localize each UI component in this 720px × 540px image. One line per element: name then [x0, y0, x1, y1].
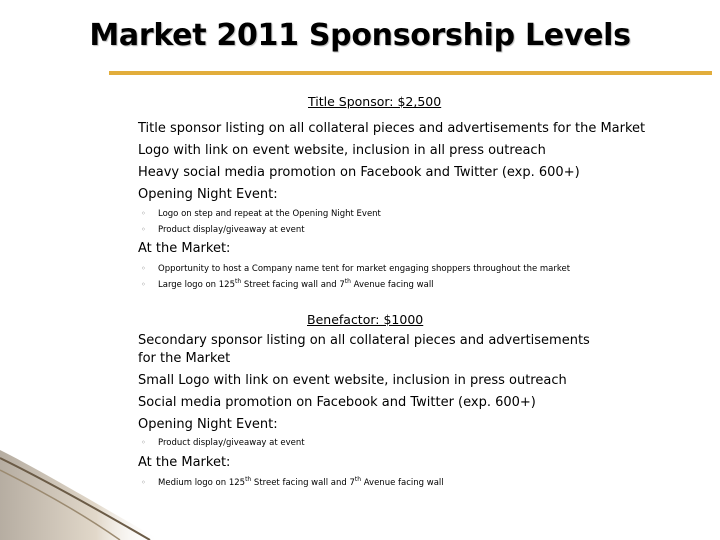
title-sponsor-bullet: Title sponsor listing on all collateral pieces and advertisements for the Market [138, 121, 646, 136]
at-market-label: At the Market: [138, 241, 231, 256]
title-sponsor-bullet: Opening Night Event: [138, 187, 278, 202]
sub-bullet-icon: ◦ [141, 438, 146, 447]
opening-night-item: Logo on step and repeat at the Opening Night Event [158, 209, 381, 219]
benefactor-bullet: Secondary sponsor listing on all collateral pieces and advertisements for the Market [138, 333, 590, 366]
title-underline-rule [109, 71, 712, 75]
at-market-item: Large logo on 125th Street facing wall and 7th Avenue facing wall [158, 278, 434, 290]
benefactor-heading: Benefactor: $1000 [307, 312, 424, 327]
at-market-label: At the Market: [138, 455, 231, 470]
opening-night-item: Product display/giveaway at event [158, 225, 305, 235]
opening-night-item: Product display/giveaway at event [158, 438, 305, 448]
at-market-item: Medium logo on 125th Street facing wall and 7th Avenue facing wall [158, 476, 444, 488]
sub-bullet-icon: ◦ [141, 225, 146, 234]
corner-swoosh-decoration [0, 450, 160, 540]
sub-bullet-icon: ◦ [141, 280, 146, 289]
slide-title: Market 2011 Sponsorship Levels [89, 18, 631, 53]
title-sponsor-bullet: Logo with link on event website, inclusion in all press outreach [138, 143, 546, 158]
title-sponsor-heading: Title Sponsor: $2,500 [308, 94, 442, 109]
at-market-item: Opportunity to host a Company name tent for market engaging shoppers throughout the market [158, 264, 571, 274]
sub-bullet-icon: ◦ [141, 478, 146, 487]
benefactor-bullet: Social media promotion on Facebook and Twitter (exp. 600+) [138, 395, 536, 410]
title-sponsor-bullet: Heavy social media promotion on Facebook and Twitter (exp. 600+) [138, 165, 580, 180]
benefactor-bullet: Small Logo with link on event website, inclusion in press outreach [138, 373, 567, 388]
benefactor-bullet: Opening Night Event: [138, 417, 278, 432]
sub-bullet-icon: ◦ [141, 264, 146, 273]
sub-bullet-icon: ◦ [141, 209, 146, 218]
